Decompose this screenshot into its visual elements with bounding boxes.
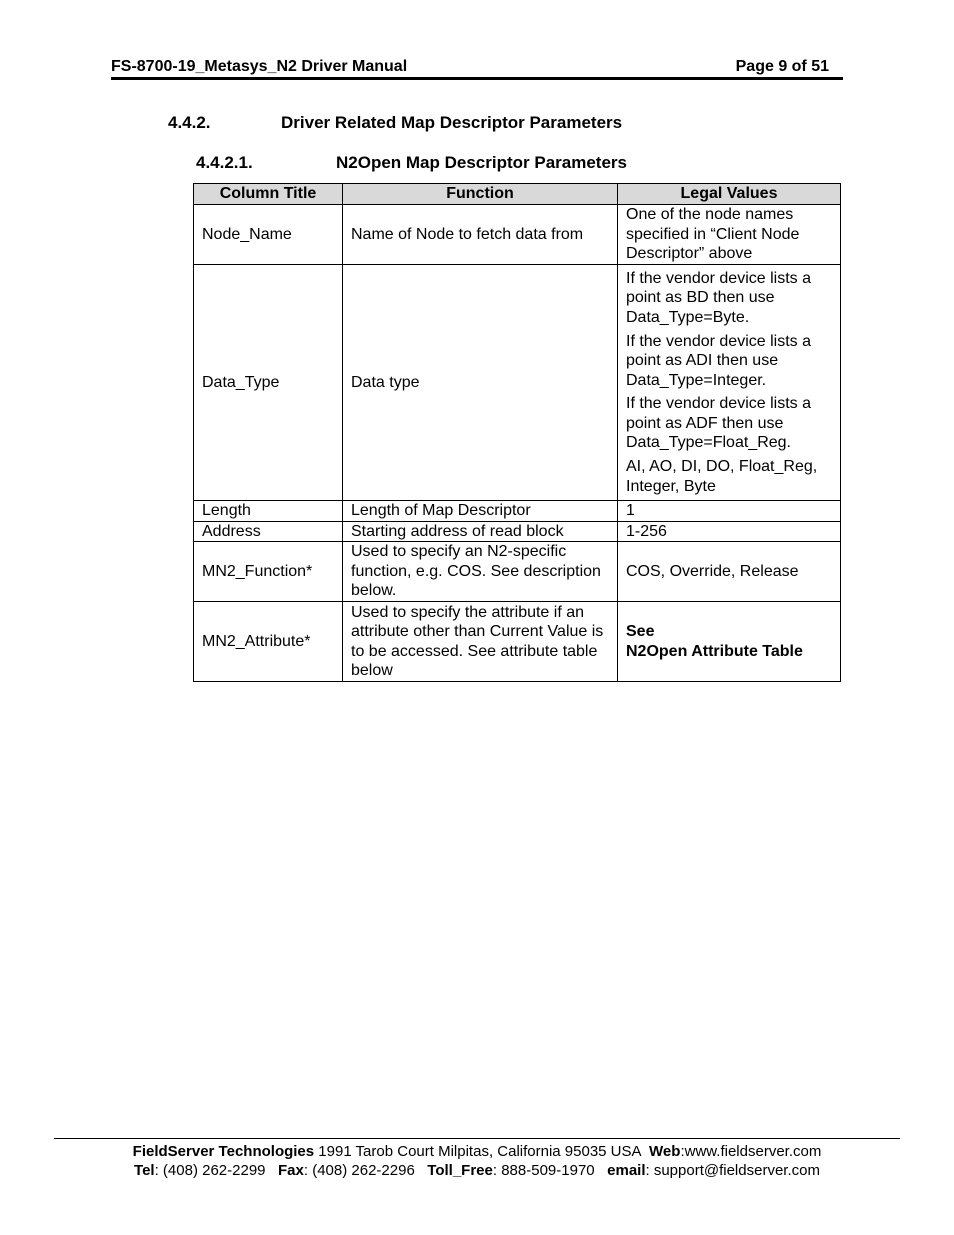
footer-email-label: email xyxy=(607,1162,646,1179)
legal-value-paragraph: If the vendor device lists a point as ADI then use Data_Type=Integer. xyxy=(626,332,811,389)
footer-email: : support@fieldserver.com xyxy=(645,1162,820,1179)
cell-function: Length of Map Descriptor xyxy=(343,501,618,522)
cell-column-title: MN2_Function* xyxy=(194,542,343,602)
subsection-number: 4.4.2.1. xyxy=(196,153,253,172)
table-row xyxy=(194,542,841,602)
header-divider xyxy=(111,77,843,80)
footer-divider xyxy=(54,1138,900,1139)
page-footer xyxy=(54,1142,900,1180)
cell-column-title: Node_Name xyxy=(194,205,343,265)
footer-fax: : (408) 262-2296 xyxy=(303,1162,428,1179)
footer-tollfree: : 888-509-1970 xyxy=(492,1162,608,1179)
footer-tel-label: Tel xyxy=(134,1162,155,1179)
footer-tollfree-label: Toll_Free xyxy=(427,1162,493,1179)
cell-legal-values: 1-256 xyxy=(618,521,841,542)
document-title: FS-8700-19_Metasys_N2 Driver Manual xyxy=(111,58,408,75)
section-title: Driver Related Map Descriptor Parameters xyxy=(281,113,623,132)
cell-function: Used to specify an N2-specific function, e.g. COS. See description below. xyxy=(343,542,618,602)
table-header-row xyxy=(194,184,841,205)
footer-company: FieldServer Technologies xyxy=(132,1143,315,1160)
cell-legal-values xyxy=(618,265,841,501)
footer-tel: : (408) 262-2299 xyxy=(154,1162,279,1179)
footer-web: :www.fieldserver.com xyxy=(680,1143,822,1160)
cell-function: Name of Node to fetch data from xyxy=(343,205,618,265)
legal-value-paragraph: If the vendor device lists a point as ADF then use Data_Type=Float_Reg. xyxy=(626,395,811,452)
page-header xyxy=(111,57,843,77)
cell-column-title: Length xyxy=(194,501,343,522)
table-row xyxy=(194,501,841,522)
table-row xyxy=(194,205,841,265)
table-row xyxy=(194,521,841,542)
section-number: 4.4.2. xyxy=(168,113,211,132)
page-number: Page 9 of 51 xyxy=(735,58,829,75)
cell-legal-values: COS, Override, Release xyxy=(618,542,841,602)
cell-column-title: Address xyxy=(194,521,343,542)
attribute-table-reference-link: N2Open Attribute Table xyxy=(626,642,803,660)
cell-legal-values: One of the node names specified in “Client Node Descriptor” above xyxy=(618,205,841,265)
cell-column-title: Data_Type xyxy=(194,265,343,501)
cell-function: Data type xyxy=(343,265,618,501)
legal-value-paragraph: If the vendor device lists a point as BD then use Data_Type=Byte. xyxy=(626,269,811,326)
cell-column-title: MN2_Attribute* xyxy=(194,602,343,682)
header-function: Function xyxy=(343,184,618,205)
table-row xyxy=(194,265,841,501)
footer-line-contact xyxy=(54,1161,900,1180)
footer-line-address xyxy=(54,1142,900,1161)
subsection-title: N2Open Map Descriptor Parameters xyxy=(336,153,627,172)
cell-function: Starting address of read block xyxy=(343,521,618,542)
cell-legal-values xyxy=(618,602,841,682)
footer-address: 1991 Tarob Court Milpitas, California 95035 USA xyxy=(314,1143,650,1160)
cell-legal-values: 1 xyxy=(618,501,841,522)
footer-web-label: Web xyxy=(649,1143,681,1160)
cell-function: Used to specify the attribute if an attribute other than Current Value is to be accessed. See attribute table below xyxy=(343,602,618,682)
map-descriptor-parameters-table xyxy=(193,183,841,682)
table-row xyxy=(194,602,841,682)
header-legal-values: Legal Values xyxy=(618,184,841,205)
footer-fax-label: Fax xyxy=(278,1162,304,1179)
legal-value-paragraph: AI, AO, DI, DO, Float_Reg, Integer, Byte xyxy=(626,458,818,495)
attribute-table-reference-prefix: See xyxy=(626,623,655,641)
header-column-title: Column Title xyxy=(194,184,343,205)
